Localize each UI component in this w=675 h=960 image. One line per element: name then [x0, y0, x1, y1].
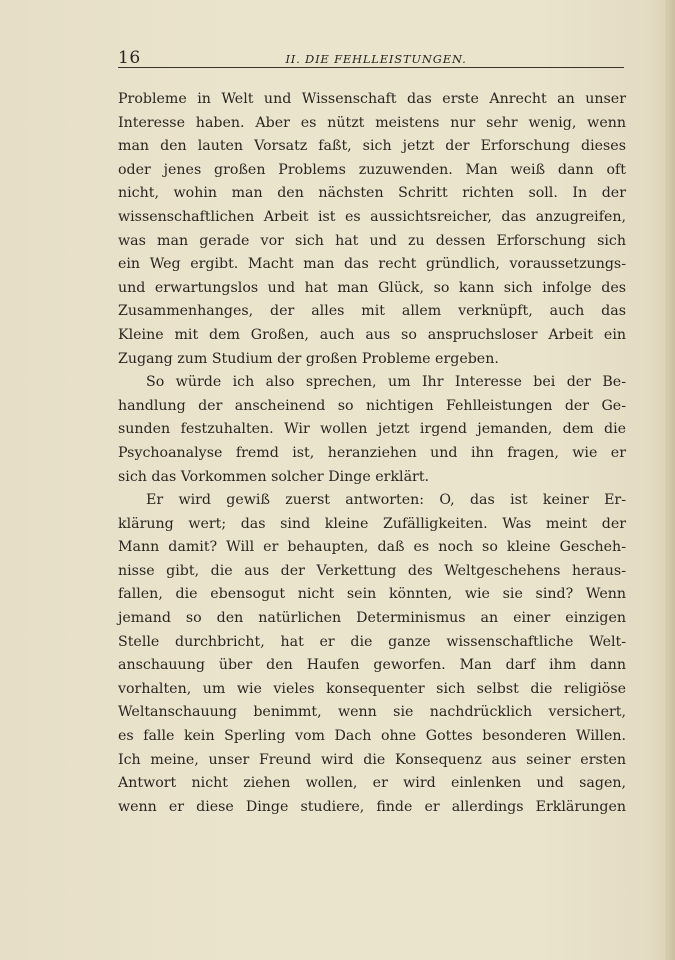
text-line: Ich meine, unser Freund wird die Konsequenz aus seiner ersten [118, 751, 626, 768]
text-line: Probleme in Welt und Wissenschaft das erste Anrecht an unser [118, 91, 626, 107]
text-line: handlung der anscheinend so nichtigen Fehlleistungen der Ge- [118, 397, 626, 414]
text-line: Zugang zum Studium der großen Probleme ergeben. [118, 350, 499, 367]
text-line: Psychoanalyse fremd ist, heranziehen und ihn fragen, wie er [118, 444, 626, 461]
text-line: nicht, wohin man den nächsten Schritt richten soll. In der [118, 185, 626, 202]
text-line: So würde ich also sprechen, um Ihr Interesse bei der Be- [146, 374, 626, 391]
text-line: sunden festzuhalten. Wir wollen jetzt irgend jemanden, dem die [118, 421, 626, 438]
text-line: Stelle durchbricht, hat er die ganze wissenschaftliche Welt- [118, 633, 626, 650]
page-edge-shadow [665, 0, 675, 960]
text-line: und erwartungslos und hat man Glück, so kann sich infolge des [118, 279, 626, 296]
text-line: wissenschaftlichen Arbeit ist es aussichtsreicher, das anzugreifen, [118, 208, 626, 225]
text-line: Er wird gewiß zuerst antworten: O, das ist keiner Er- [146, 492, 626, 509]
text-line: Zusammenhanges, der alles mit allem verknüpft, auch das [118, 303, 626, 320]
page-number: 16 [118, 48, 141, 68]
text-line: jemand so den natürlichen Determinismus an einer einzigen [118, 610, 626, 627]
text-line: man den lauten Vorsatz faßt, sich jetzt der Erforschung dieses [118, 138, 626, 155]
text-line: vorhalten, um wie vieles konsequenter sich selbst die religiöse [118, 680, 626, 697]
text-line: oder jenes großen Problems zuzuwenden. Man weiß dann oft [118, 161, 626, 178]
body-text [118, 88, 626, 819]
text-line: Kleine mit dem Großen, auch aus so anspruchsloser Arbeit ein [118, 326, 626, 343]
running-title: II. DIE FEHLLEISTUNGEN. [285, 52, 467, 66]
text-line: fallen, die ebensogut nicht sein könnten, wie sie sind? Wenn [118, 586, 626, 603]
text-line: Mann damit? Will er behaupten, daß es noch so kleine Gescheh- [118, 539, 626, 556]
text-line: Weltanschauung benimmt, wenn sie nachdrücklich versichert, [118, 704, 626, 721]
text-line: ein Weg ergibt. Macht man das recht gründlich, voraussetzungs- [118, 256, 626, 273]
text-line: klärung wert; das sind kleine Zufälligkeiten. Was meint der [118, 515, 626, 532]
text-line: was man gerade vor sich hat und zu dessen Erforschung sich [118, 232, 626, 249]
page-header [118, 46, 624, 68]
header-rule [118, 67, 624, 68]
text-line: wenn er diese Dinge studiere, finde er allerdings Erklärungen [118, 798, 626, 815]
text-line: anschauung über den Haufen geworfen. Man darf ihm dann [118, 657, 626, 674]
text-line: Interesse haben. Aber es nützt meistens nur sehr wenig, wenn [118, 114, 626, 131]
text-line: sich das Vorkommen solcher Dinge erklärt. [118, 468, 430, 485]
text-line: nisse gibt, die aus der Verkettung des Weltgeschehens heraus- [118, 562, 626, 579]
text-line: Antwort nicht ziehen wollen, er wird einlenken und sagen, [118, 775, 626, 792]
text-line: es falle kein Sperling vom Dach ohne Gottes besonderen Willen. [118, 728, 626, 745]
